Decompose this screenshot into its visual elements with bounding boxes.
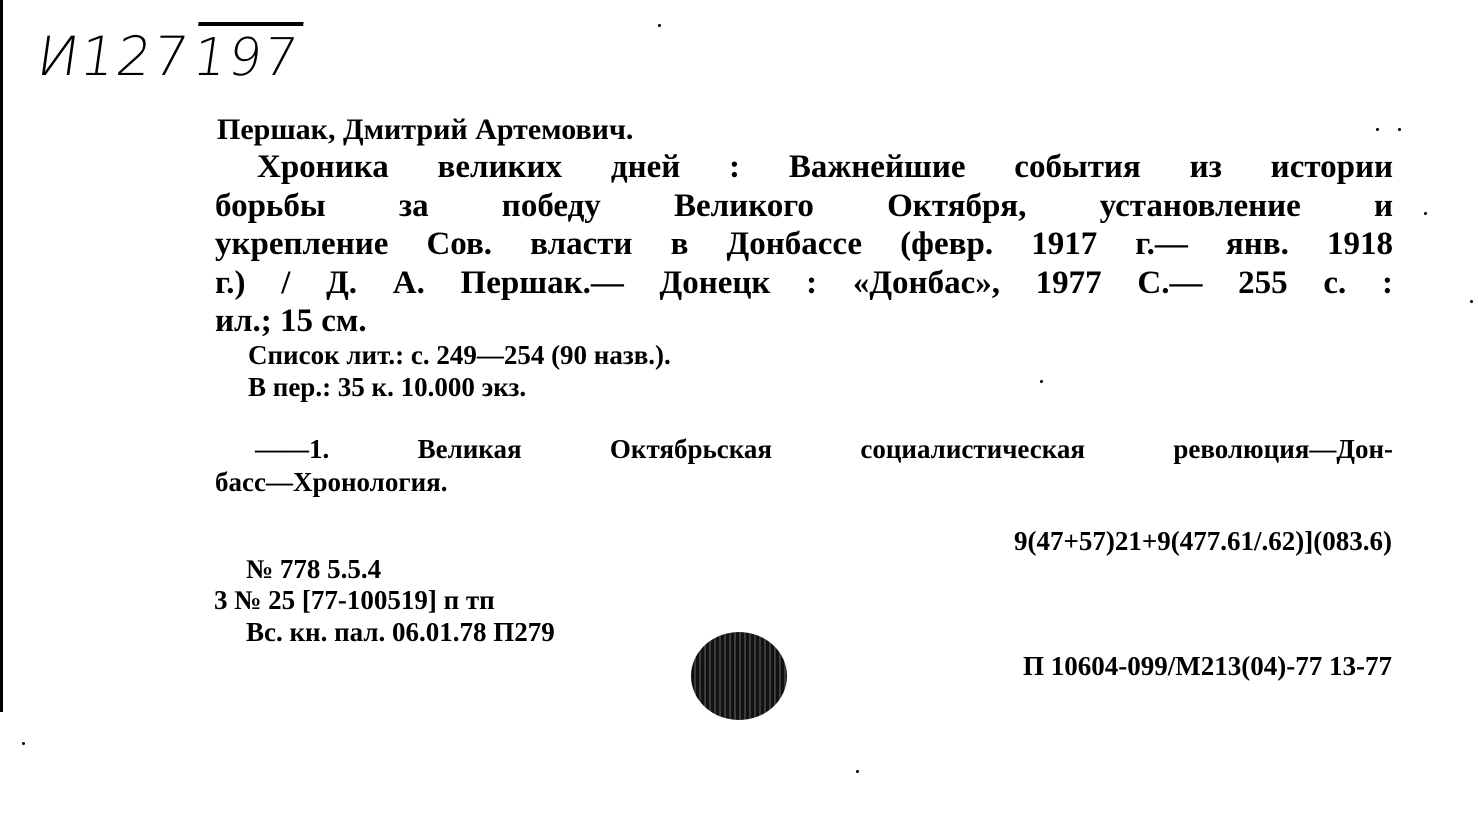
subject-heading	[215, 433, 1393, 499]
author-heading: Першак, Дмитрий Артемович.	[217, 113, 634, 146]
scan-speck	[1470, 300, 1473, 303]
classification-index: 9(47+57)21+9(477.61/.62)](083.6)	[1014, 526, 1392, 556]
scan-speck	[1398, 128, 1401, 131]
order-number: № 778 5.5.4	[246, 554, 382, 584]
description-line: ил.; 15 см.	[215, 303, 367, 339]
scan-speck	[1424, 212, 1427, 215]
bibliographic-description	[215, 148, 1393, 341]
description-line: г.) / Д. А. Першак.— Донецк : «Донбас», 1977 С.— 255 с. :	[215, 264, 1393, 301]
scan-speck	[658, 24, 661, 27]
description-line: борьбы за победу Великого Октября, установление и	[215, 187, 1393, 224]
scan-speck	[1040, 380, 1043, 383]
book-chamber-line: Вс. кн. пал. 06.01.78 П279	[246, 617, 555, 647]
scan-speck	[22, 742, 25, 745]
scan-speck	[856, 770, 859, 773]
bibliography-note: Список лит.: с. 249—254 (90 назв.).	[248, 340, 671, 370]
description-line: укрепление Сов. власти в Донбассе (февр. 1917 г.— янв. 1918	[215, 226, 1393, 262]
subject-line: басс—Хронология.	[215, 467, 448, 497]
shelfmark-number: 197	[189, 22, 304, 88]
shelfmark-prefix: И127	[33, 25, 195, 88]
description-line: Хроника великих дней : Важнейшие события из истории	[257, 149, 1393, 185]
scan-speck	[1376, 128, 1379, 131]
punch-hole	[691, 632, 787, 720]
card-left-edge	[0, 0, 3, 712]
shelfmark	[33, 22, 303, 88]
publication-number: 3 № 25 [77-100519] п тп	[214, 585, 495, 615]
price-code: П 10604-099/М213(04)-77 13-77	[1023, 651, 1392, 681]
subject-line: ——1. Великая Октябрьская социалистическая революция—Дон-	[255, 434, 1393, 464]
binding-price-note: В пер.: 35 к. 10.000 экз.	[248, 372, 527, 402]
